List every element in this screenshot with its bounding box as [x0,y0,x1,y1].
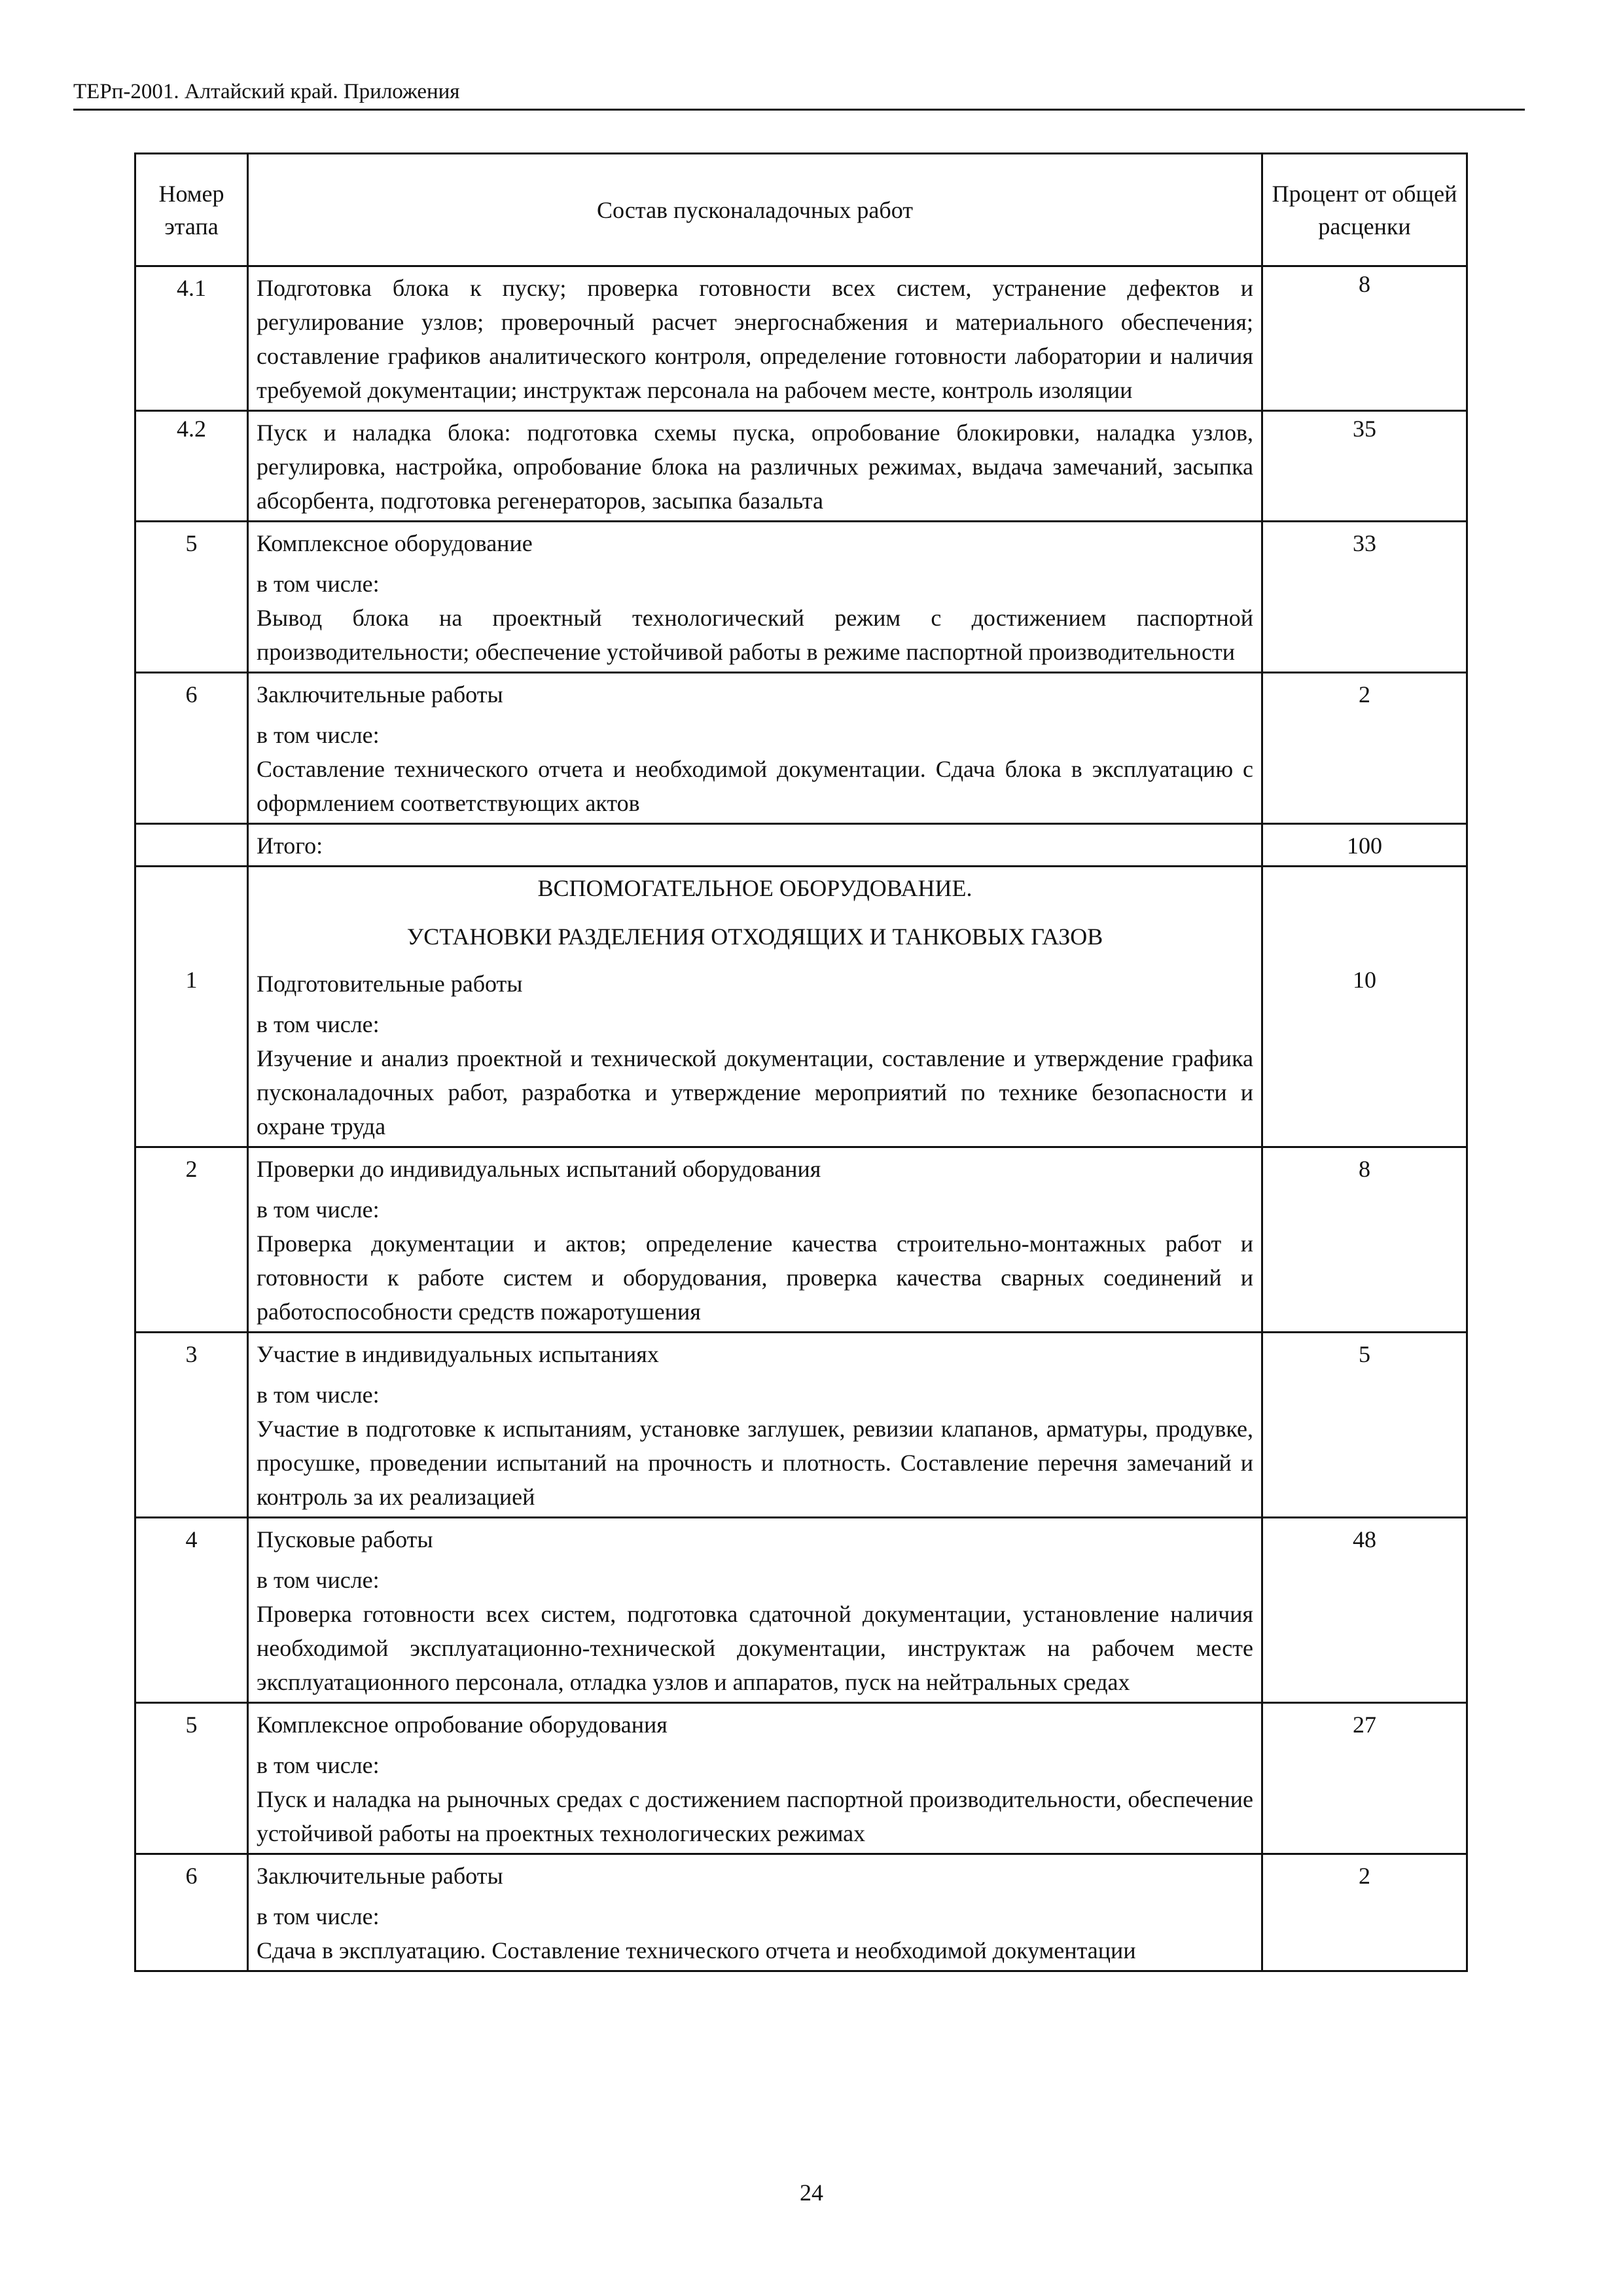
stage-subheading: в том числе: [257,1382,380,1408]
stage-number: 5 [135,522,248,673]
stage-description: Вывод блока на проектный технологический режим с достижением паспортной производительности; обеспечение устойчивой работы в режиме паспортной производительности [257,605,1253,665]
stage-cell [248,1333,1262,1518]
table-row [135,411,1467,522]
stage-title: Заключительные работы [257,681,503,708]
stage-percent-cell [1262,867,1467,1147]
stage-subheading: в том числе: [257,1567,380,1593]
stage-percent: 33 [1262,522,1467,673]
stage-percent: 2 [1262,673,1467,824]
stage-number: 4 [135,1518,248,1703]
stage-number: 6 [135,1854,248,1971]
running-header [73,75,1525,111]
stage-cell [248,867,1262,1147]
stage-subheading: в том числе: [257,1011,380,1037]
header-title: ТЕРп-2001. Алтайский край. Приложения [73,80,460,103]
total-empty-cell [135,824,248,867]
stage-percent: 48 [1262,1518,1467,1703]
stage-cell [248,1147,1262,1333]
stage-subheading: в том числе: [257,1196,380,1223]
stage-number: 1 [185,967,198,993]
stage-percent: 10 [1353,967,1376,993]
stage-subheading: в том числе: [257,571,380,597]
stage-number: 6 [135,673,248,824]
stage-cell [248,522,1262,673]
table-row [135,673,1467,824]
stage-description: Пуск и наладка блока: подготовка схемы пуска, опробование блокировки, наладка узлов, регулировка, настройка, опробование блока на различных режимах, выдача замечаний, засыпка абсорбента, подготовка регенераторов, засыпка базальта [248,411,1262,522]
stage-title: Проверки до индивидуальных испытаний оборудования [257,1156,821,1182]
table-row [135,867,1467,1147]
stage-number-cell [135,867,248,1147]
table-row [135,1333,1467,1518]
stage-title: Участие в индивидуальных испытаниях [257,1341,659,1367]
stage-title: Комплексное опробование оборудования [257,1712,668,1738]
stage-description: Участие в подготовке к испытаниям, установке заглушек, ревизии клапанов, арматуры, продувке, просушке, проведении испытаний на прочность и плотность. Составление перечня замечаний и контроль за их реализацией [257,1416,1253,1510]
page-number: 24 [800,2179,823,2206]
stage-description: Составление технического отчета и необходимой документации. Сдача блока в эксплуатацию с оформлением соответствующих актов [257,756,1253,816]
table-row [135,266,1467,411]
table-row [135,1854,1467,1971]
stage-percent: 35 [1262,411,1467,522]
stage-percent: 27 [1262,1703,1467,1854]
stage-description: Проверка готовности всех систем, подготовка сдаточной документации, установление наличия необходимой эксплуатационно-технической документации, инструктаж на рабочем месте эксплуатационного персонала, отладка узлов и аппаратов, пуск на нейтральных средах [257,1601,1253,1695]
stage-percent: 8 [1262,266,1467,411]
stage-description: Подготовка блока к пуску; проверка готовности всех систем, устранение дефектов и регулирование узлов; проверочный расчет энергоснабжения и материального обеспечения; составление графиков аналитического контроля, определение готовности лаборатории и наличия требуемой документации; инструктаж персонала на рабочем месте, контроль изоляции [248,266,1262,411]
stage-number: 3 [135,1333,248,1518]
stage-number: 4.1 [135,266,248,411]
stage-title: Пусковые работы [257,1526,433,1552]
stage-description: Изучение и анализ проектной и технической документации, составление и утверждение графика пусконаладочных работ, разработка и утверждение мероприятий по технике безопасности и охране труда [257,1045,1253,1139]
table-header-row [135,154,1467,266]
column-header-desc: Состав пусконаладочных работ [248,154,1262,266]
stage-cell [248,673,1262,824]
table-row [135,1703,1467,1854]
stage-subheading: в том числе: [257,1752,380,1778]
stage-title: Заключительные работы [257,1863,503,1889]
stage-number: 4.2 [135,411,248,522]
stage-number: 5 [135,1703,248,1854]
stage-number: 2 [135,1147,248,1333]
stage-subheading: в том числе: [257,1903,380,1929]
column-header-pct: Процент от общей расценки [1262,154,1467,266]
stage-cell [248,1703,1262,1854]
total-percent: 100 [1262,824,1467,867]
page-footer [0,2176,1623,2209]
stage-title: Подготовительные работы [257,971,523,997]
stage-percent: 8 [1262,1147,1467,1333]
work-stages-table [134,152,1468,1972]
stage-cell [248,1518,1262,1703]
table-row [135,522,1467,673]
stage-description: Проверка документации и актов; определение качества строительно-монтажных работ и готовности к работе систем и оборудования, проверка качества сварных соединений и работоспособности средств пожаротушения [257,1230,1253,1325]
total-row [135,824,1467,867]
total-label: Итого: [248,824,1262,867]
stage-cell [248,1854,1262,1971]
stage-subheading: в том числе: [257,722,380,748]
stage-description: Пуск и наладка на рыночных средах с достижением паспортной производительности, обеспечение устойчивой работы на проектных технологических режимах [257,1786,1253,1846]
table-row [135,1147,1467,1333]
stage-description: Сдача в эксплуатацию. Составление технического отчета и необходимой документации [257,1937,1136,1964]
stage-title: Комплексное оборудование [257,530,533,556]
stage-percent: 2 [1262,1854,1467,1971]
table-row [135,1518,1467,1703]
section-heading-line1: ВСПОМОГАТЕЛЬНОЕ ОБОРУДОВАНИЕ. [537,875,972,901]
stage-percent: 5 [1262,1333,1467,1518]
section-heading-line2: УСТАНОВКИ РАЗДЕЛЕНИЯ ОТХОДЯЩИХ И ТАНКОВЫХ ГАЗОВ [406,924,1103,950]
column-header-num: Номер этапа [135,154,248,266]
